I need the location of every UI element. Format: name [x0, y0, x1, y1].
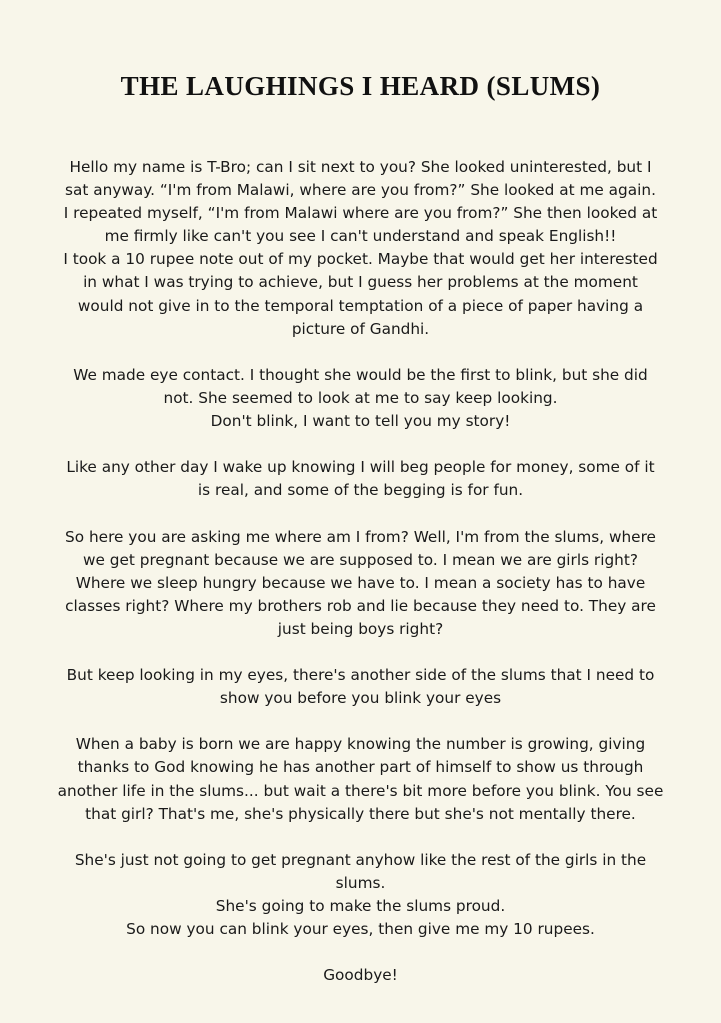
text-line: just being boys right? [277, 619, 444, 638]
text-line: in what I was trying to achieve, but I guess her problems at the moment [83, 273, 638, 292]
text-line: Goodbye! [323, 966, 398, 985]
text-line: Like any other day I wake up knowing I will beg people for money, some of it [66, 458, 655, 477]
text-line: But keep looking in my eyes, there's another side of the slums that I need to [66, 666, 655, 685]
text-line: another life in the slums... but wait a there's bit more before you blink. You see [57, 781, 664, 800]
paragraph-slums [50, 526, 671, 641]
text-line: classes right? Where my brothers rob and lie because they need to. They are [65, 596, 656, 615]
text-line: me firmly like can't you see I can't understand and speak English!! [104, 227, 617, 246]
text-line: When a baby is born we are happy knowing the number is growing, giving [75, 735, 646, 754]
text-line: thanks to God knowing he has another part of himself to show us through [77, 758, 644, 777]
text-line: We made eye contact. I thought she would be the first to blink, but she did [73, 365, 648, 384]
text-line: is real, and some of the begging is for fun. [197, 481, 524, 500]
text-line: would not give in to the temporal temptation of a piece of paper having a [77, 296, 644, 315]
text-line: show you before you blink your eyes [219, 689, 502, 708]
document-body [50, 156, 671, 1010]
text-line: not. She seemed to look at me to say keep looking. [163, 388, 558, 407]
paragraph-make-proud [50, 849, 671, 941]
text-line: Don't blink, I want to tell you my story! [210, 412, 511, 431]
text-line: I repeated myself, “I'm from Malawi where are you from?” She then looked at [63, 204, 658, 223]
text-line: Where we sleep hungry because we have to. I mean a society has to have [75, 573, 646, 592]
paragraph-baby-born [50, 733, 671, 825]
text-line: slums. [335, 873, 386, 892]
text-line: we get pregnant because we are supposed to. I mean we are girls right? [82, 550, 638, 569]
document-title: THE LAUGHINGS I HEARD (SLUMS) [120, 71, 601, 101]
text-line: She's just not going to get pregnant anyhow like the rest of the girls in the [74, 850, 647, 869]
text-line: Hello my name is T-Bro; can I sit next to you? She looked uninterested, but I [69, 158, 652, 176]
text-line: I took a 10 rupee note out of my pocket. Maybe that would get her interested [63, 250, 658, 269]
text-line: So now you can blink your eyes, then give me my 10 rupees. [126, 920, 595, 939]
text-line: sat anyway. “I'm from Malawi, where are you from?” She looked at me again. [65, 181, 656, 200]
text-line: picture of Gandhi. [291, 319, 430, 338]
paragraph-eye-contact [50, 364, 671, 433]
text-line: that girl? That's me, she's physically there but she's not mentally there. [85, 804, 636, 823]
text-line: So here you are asking me where am I from? Well, I'm from the slums, where [65, 527, 656, 546]
paragraph-intro [50, 156, 671, 341]
paragraph-goodbye [50, 964, 671, 987]
paragraph-any-other-day [50, 456, 671, 502]
paragraph-keep-looking [50, 664, 671, 710]
text-line: She's going to make the slums proud. [215, 897, 506, 915]
